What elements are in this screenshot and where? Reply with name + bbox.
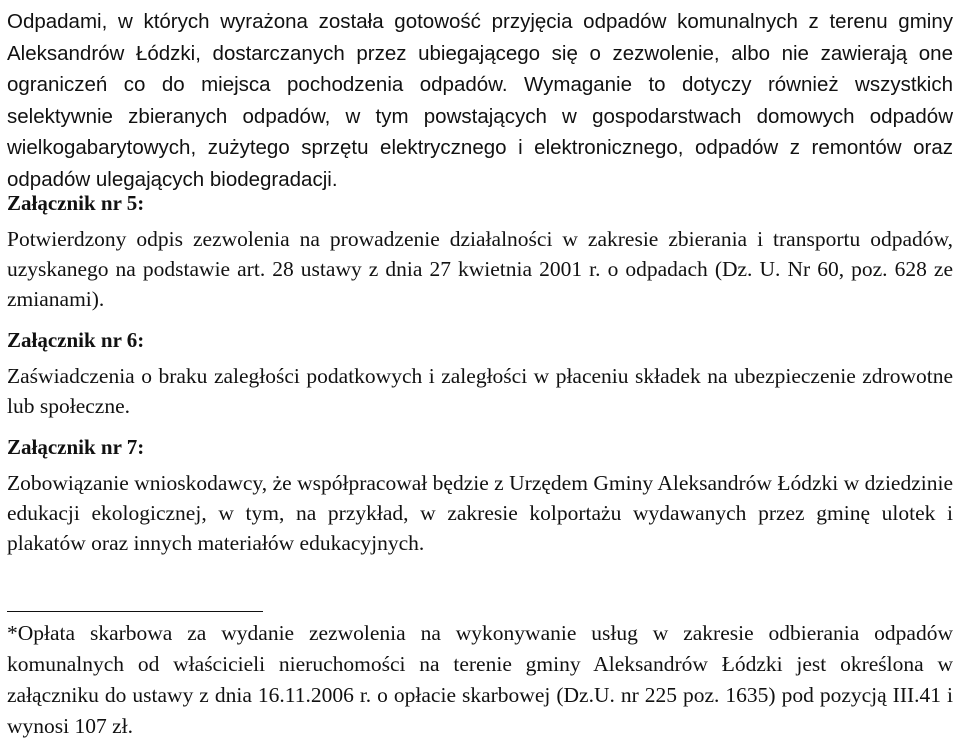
footnote-text: *Opłata skarbowa za wydanie zezwolenia na wykonywanie usług w zakresie odbierania odpadów komunalnych od właścicieli nieruchomości na terenie gminy Aleksandrów Łódzki jest określona w załączniku do ustawy z dnia 16.11.2006 r. o opłacie skarbowej (Dz.U. nr 225 poz. 1635) pod pozycją III.41 i wynosi 107 zł. (7, 621, 953, 738)
document-page (7, 0, 953, 738)
attachment-7-heading: Załącznik nr 7: (7, 435, 145, 459)
attachment-5-heading: Załącznik nr 5: (7, 191, 145, 215)
attachment-6-text: Zaświadczenia o braku zaległości podatkowych i zaległości w płaceniu składek na ubezpieczenie zdrowotne lub społeczne. (7, 364, 953, 418)
footnote-separator (7, 611, 263, 612)
attachment-5-text: Potwierdzony odpis zezwolenia na prowadzenie działalności w zakresie zbierania i transportu odpadów, uzyskanego na podstawie art. 28 ustawy z dnia 27 kwietnia 2001 r. o odpadach (Dz. U. Nr 60, poz. 628 ze zmianami). (7, 227, 953, 311)
attachment-7-text: Zobowiązanie wnioskodawcy, że współpracował będzie z Urzędem Gminy Aleksandrów Łódzki w dziedzinie edukacji ekologicznej, w tym, na przykład, w zakresie kolportażu wydawanych przez gminę ulotek i plakatów oraz innych materiałów edukacyjnych. (7, 471, 953, 555)
attachment-6-heading: Załącznik nr 6: (7, 328, 145, 352)
intro-paragraph: Odpadami, w których wyrażona została gotowość przyjęcia odpadów komunalnych z terenu gminy Aleksandrów Łódzki, dostarczanych przez ubiegającego się o zezwolenie, albo nie zawierają one ograniczeń co do miejsca pochodzenia odpadów. Wymaganie to dotyczy również wszystkich selektywnie zbieranych odpadów, w tym powstających w gospodarstwach domowych odpadów wielkogabarytowych, zużytego sprzętu elektrycznego i elektronicznego, odpadów z remontów oraz odpadów ulegających biodegradacji. (7, 10, 953, 191)
